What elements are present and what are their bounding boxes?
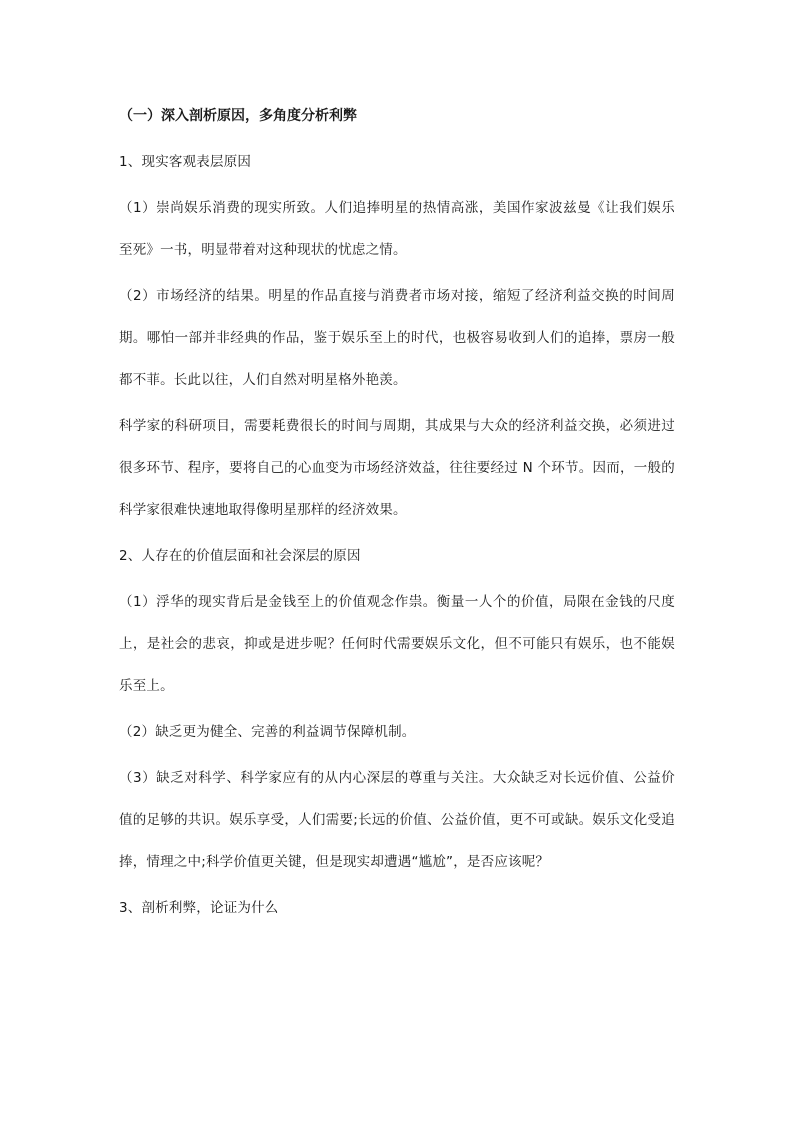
- paragraph-2-2: （2）缺乏更为健全、完善的利益调节保障机制。: [119, 724, 416, 740]
- subheading-2: 2、人存在的价值层面和社会深层的原因: [119, 548, 361, 564]
- paragraph-2-1: （1）浮华的现实背后是金钱至上的价值观念作祟。衡量一人个的价值，局限在金钱的尺度上，是社会的悲哀，抑或是进步呢？任何时代需要娱乐文化，但不可能只有娱乐，也不能娱乐至上。: [119, 594, 675, 694]
- paragraph-scientist: 科学家的科研项目，需要耗费很长的时间与周期，其成果与大众的经济利益交换，必须进过很多环节、程序，要将自己的心血变为市场经济效益，往往要经过 N 个环节。因而，一般的科学家很难快速地取得像明星那样的经济效果。: [119, 418, 675, 518]
- section-title: （一）深入剖析原因，多角度分析利弊: [119, 108, 357, 124]
- paragraph-1-1: （1）崇尚娱乐消费的现实所致。人们追捧明星的热情高涨，美国作家波兹曼《让我们娱乐至死》一书，明显带着对这种现状的忧虑之情。: [119, 200, 675, 258]
- document-body: [119, 103, 675, 941]
- subheading-3: 3、剖析利弊，论证为什么: [119, 900, 279, 916]
- subheading-1: 1、现实客观表层原因: [119, 154, 252, 170]
- paragraph-1-2: （2）市场经济的结果。明星的作品直接与消费者市场对接，缩短了经济利益交换的时间周期。哪怕一部并非经典的作品，鉴于娱乐至上的时代，也极容易收到人们的追捧，票房一般都不菲。长此以往，人们自然对明星格外艳羡。: [119, 288, 675, 388]
- paragraph-2-3: （3）缺乏对科学、科学家应有的从内心深层的尊重与关注。大众缺乏对长远价值、公益价值的足够的共识。娱乐享受，人们需要;长远的价值、公益价值，更不可或缺。娱乐文化受追捧，情理之中;科学价值更关键，但是现实却遭遇“尴尬”，是否应该呢？: [119, 770, 675, 870]
